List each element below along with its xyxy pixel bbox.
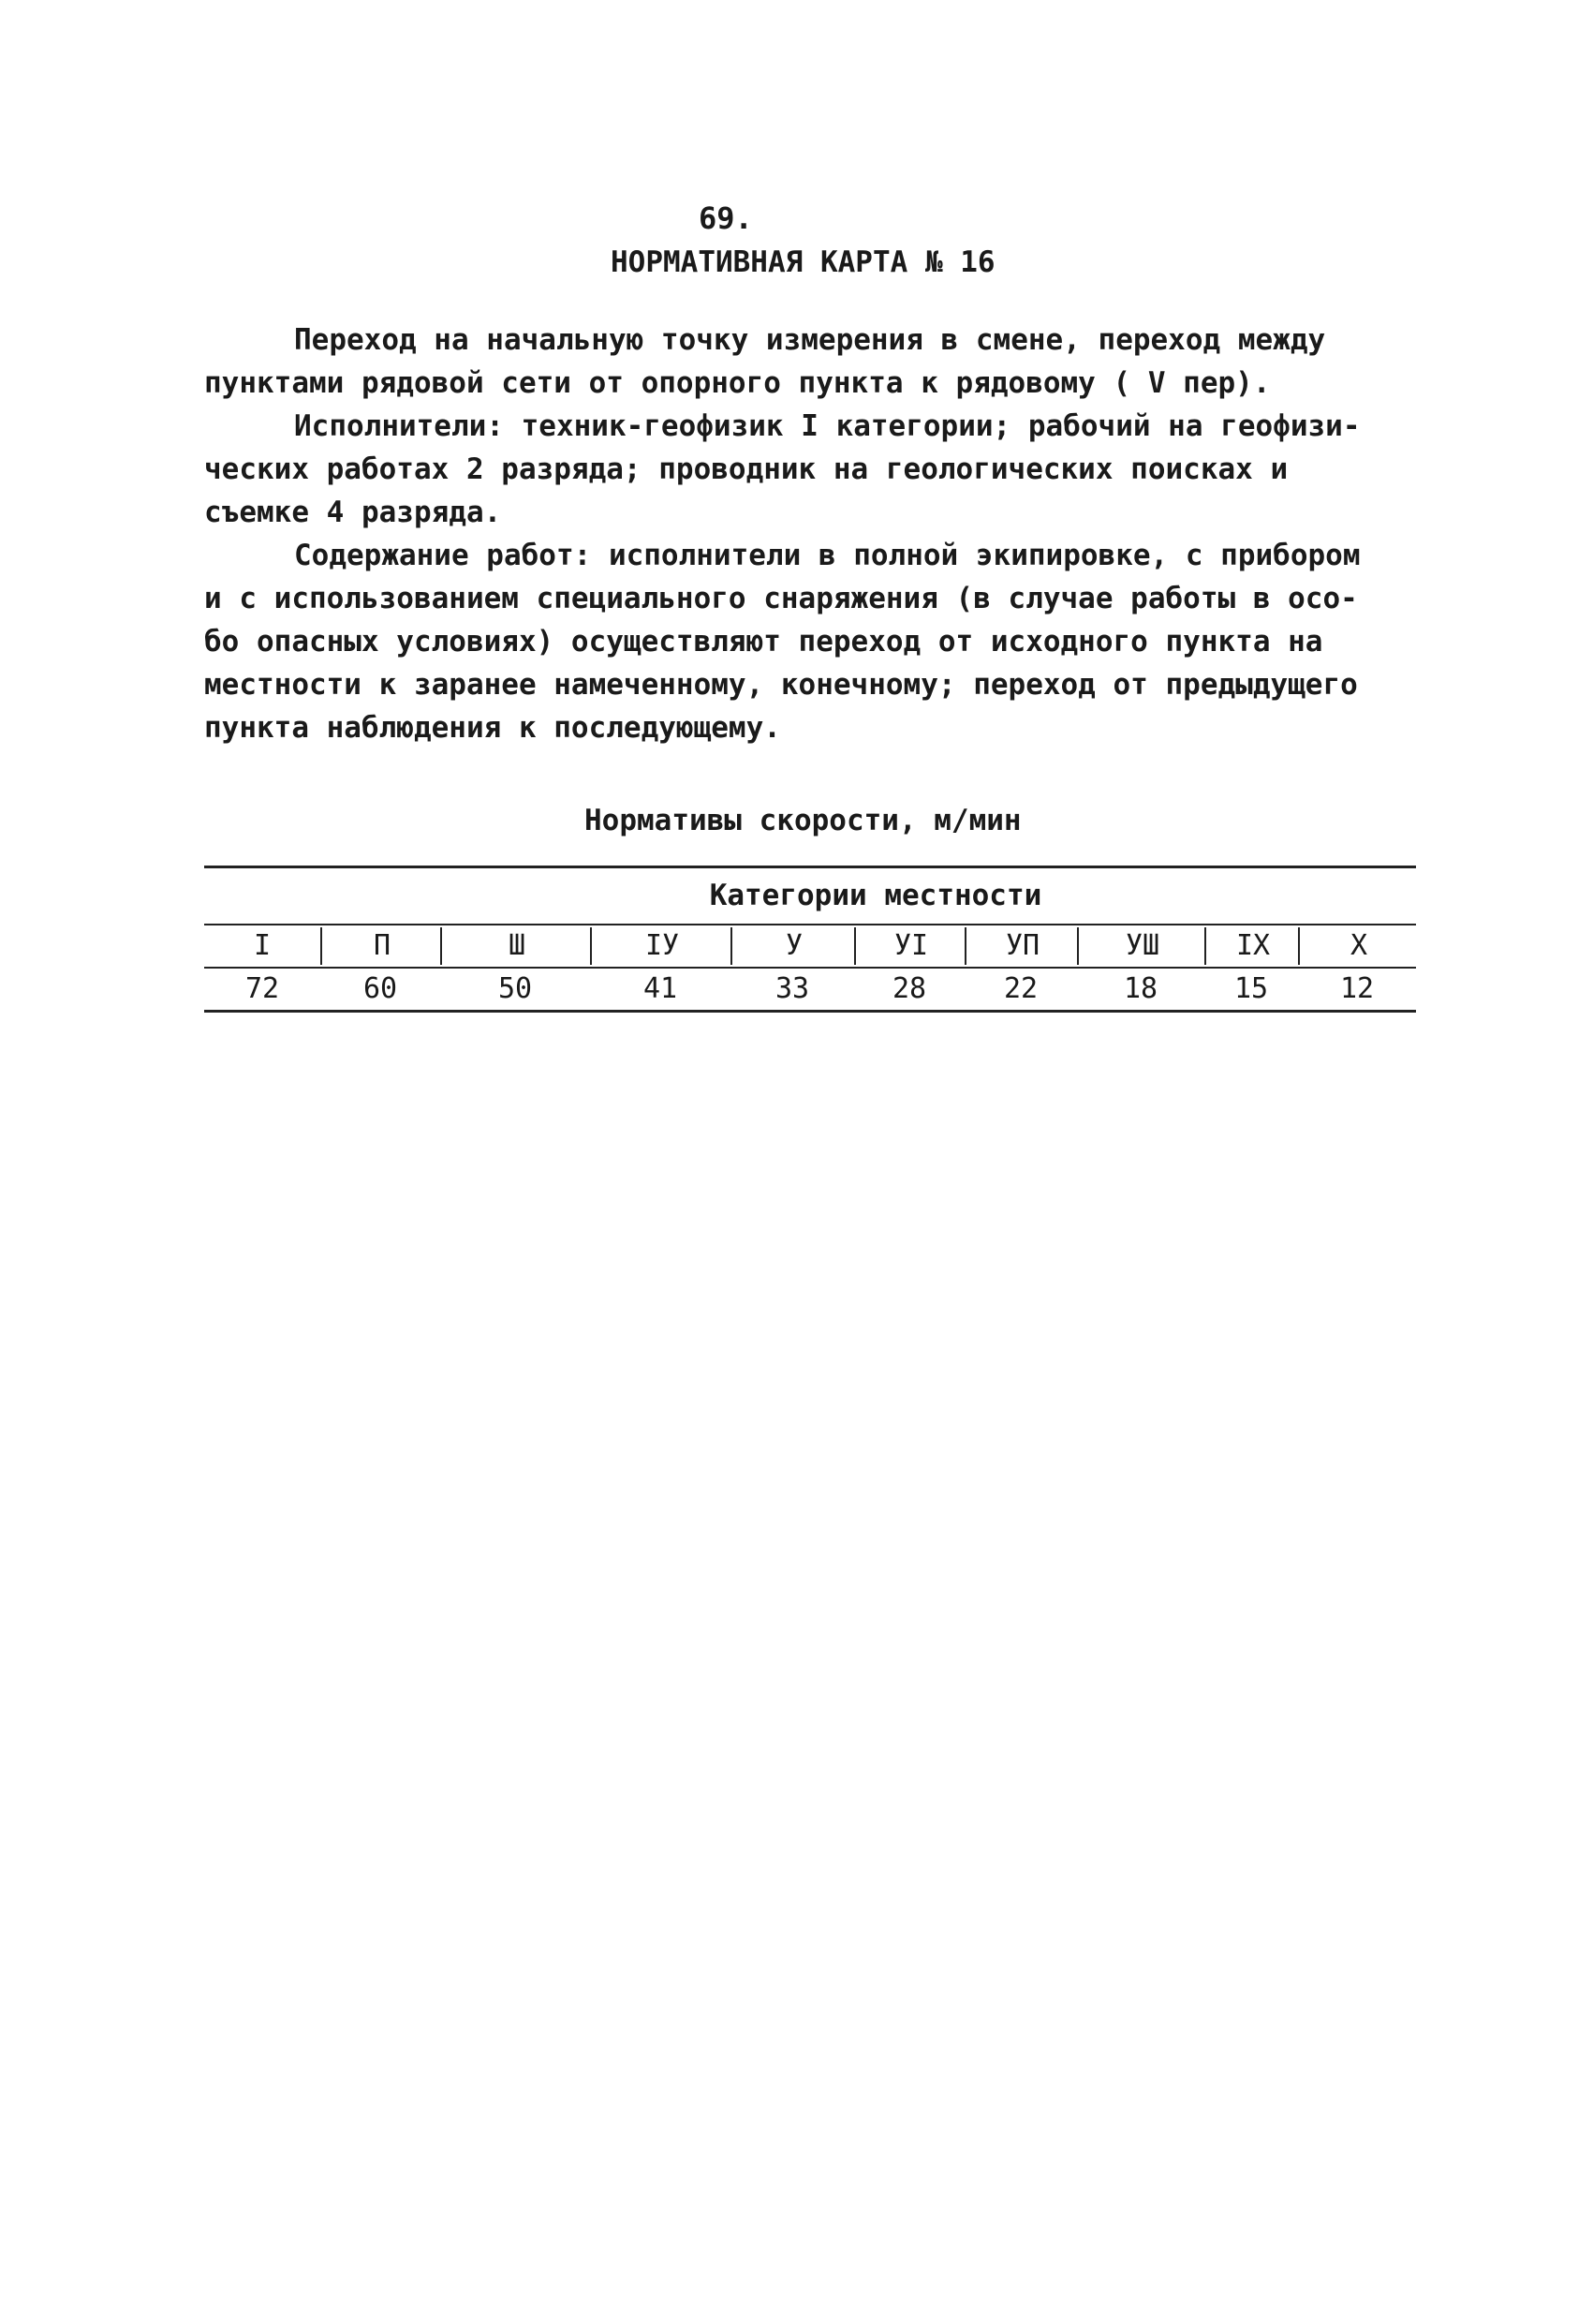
category-cell: П	[320, 927, 442, 965]
header-rule	[204, 924, 1416, 925]
table-bottom-rule	[204, 1010, 1416, 1013]
category-cell: IX	[1204, 927, 1300, 965]
text-line: ческих работах 2 разряда; проводник на геологических поисках и	[204, 452, 1289, 486]
body-text	[204, 318, 1422, 749]
page-number: 69.	[699, 200, 753, 236]
speed-value: 60	[362, 972, 398, 1005]
speed-value: 18	[1123, 972, 1158, 1005]
category-cell: УП	[965, 927, 1079, 965]
category-cell: УI	[854, 927, 966, 965]
text-line: и с использованием специального снаряжения (в случае работы в осо-	[204, 582, 1358, 615]
speed-value: 33	[774, 972, 810, 1005]
text-line: местности к заранее намеченному, конечному; переход от предыдущего	[204, 668, 1358, 702]
category-rule	[204, 967, 1416, 969]
text-line: Переход на начальную точку измерения в смене, переход между	[294, 323, 1326, 357]
text-line: пунктами рядовой сети от опорного пункта к рядовому ( V пер).	[204, 366, 1271, 400]
category-cell: У	[730, 927, 856, 965]
category-cell: Ш	[440, 927, 592, 965]
table-header: Категории местности	[709, 879, 1042, 912]
speed-value: 15	[1233, 972, 1269, 1005]
category-cell: X	[1298, 927, 1418, 965]
paragraph-work-content	[204, 534, 1422, 749]
speed-value: 41	[642, 972, 678, 1005]
value-row	[204, 970, 1416, 1008]
category-cell: I	[253, 929, 272, 962]
speed-value: 28	[892, 972, 927, 1005]
category-cell: IУ	[590, 927, 732, 965]
text-line: Исполнители: техник-геофизик I категории; рабочий на геофизи-	[294, 409, 1361, 443]
speed-value: 50	[497, 972, 533, 1005]
text-line: Содержание работ: исполнители в полной экипировке, с прибором	[294, 539, 1361, 572]
speed-value: 22	[1003, 972, 1039, 1005]
paragraph-performers	[204, 405, 1422, 534]
text-line: съемке 4 разряда.	[204, 496, 502, 529]
paragraph-transition	[204, 318, 1422, 405]
text-line: пункта наблюдения к последующему.	[204, 711, 781, 745]
table-caption: Нормативы скорости, м/мин	[584, 804, 1022, 837]
table-top-rule	[204, 866, 1416, 868]
category-cell: УШ	[1077, 927, 1206, 965]
category-row	[204, 927, 1416, 965]
text-line: бо опасных условиях) осуществляют переход от исходного пункта на	[204, 625, 1323, 659]
card-title: НОРМАТИВНАЯ КАРТА № 16	[611, 245, 996, 279]
speed-value: 12	[1339, 972, 1375, 1005]
speed-value: 72	[244, 972, 280, 1005]
